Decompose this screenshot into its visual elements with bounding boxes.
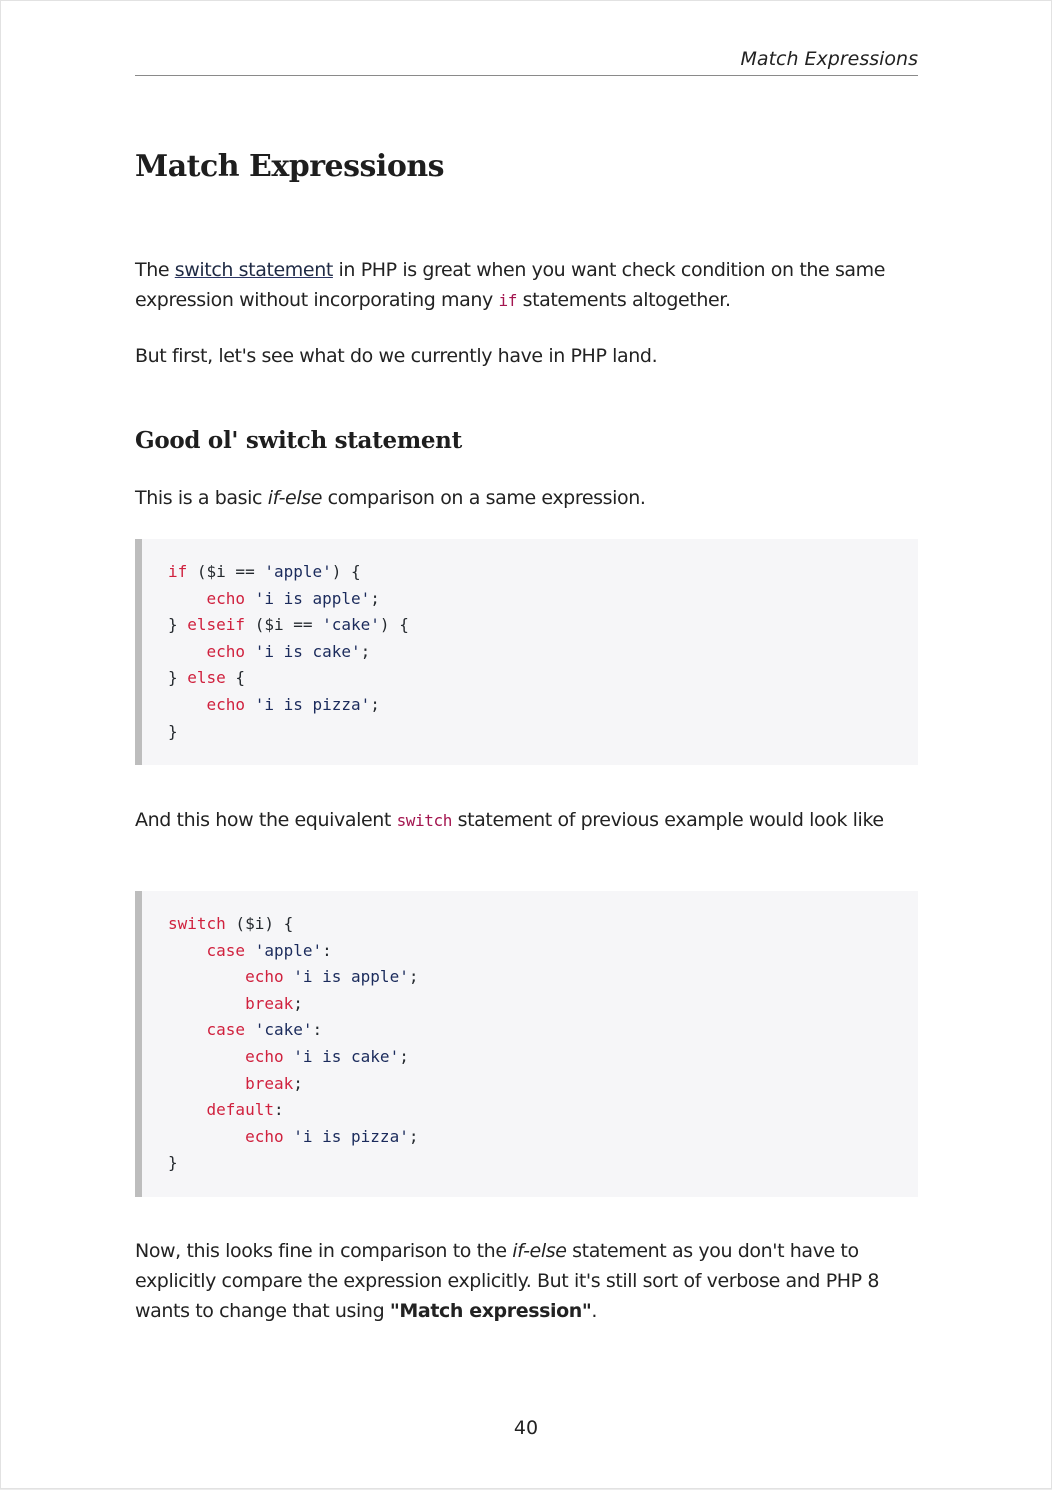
code-line: default: <box>206 1100 284 1120</box>
text: And this how the equivalent <box>135 809 397 831</box>
emphasis: if-else <box>512 1240 567 1262</box>
text: This is a basic <box>135 487 268 509</box>
text: Now, this looks fine in comparison to the <box>135 1240 513 1262</box>
section-heading: Good ol' switch statement <box>135 427 462 454</box>
code-line: echo 'i is pizza'; <box>245 1126 419 1146</box>
code-block-if-else <box>135 539 918 765</box>
code-line: break; <box>245 993 303 1013</box>
text: The <box>135 259 175 281</box>
code-line: } else { <box>168 668 246 688</box>
code-line: echo 'i is cake'; <box>245 1046 409 1066</box>
section-paragraph-1 <box>135 483 918 513</box>
text: . <box>591 1300 598 1322</box>
code-line: case 'apple': <box>206 940 332 960</box>
code-line: if ($i == 'apple') { <box>168 562 361 581</box>
code-line: } <box>168 1153 178 1173</box>
page-title: Match Expressions <box>135 149 445 184</box>
code-line: case 'cake': <box>206 1020 323 1040</box>
text: statement of previous example would look like <box>451 809 884 831</box>
emphasis: if-else <box>267 487 322 509</box>
inline-code-if: if <box>498 291 517 310</box>
section-paragraph-2 <box>135 805 918 836</box>
text: statement as you don't have to explicitly compare the expression explicitly. But it's still sort of verbose and PHP 8 wants to change that using <box>135 1240 880 1322</box>
code-line: } <box>168 721 178 741</box>
code-line: echo 'i is cake'; <box>206 641 371 661</box>
text: statements altogether. <box>516 289 731 311</box>
inline-code-switch: switch <box>396 811 452 830</box>
code-line: echo 'i is apple'; <box>245 967 419 987</box>
page-number: 40 <box>513 1417 539 1439</box>
strong-text: "Match expression" <box>389 1300 592 1322</box>
intro-paragraph <box>135 255 918 316</box>
intro-paragraph-2: But first, let's see what do we currently have in PHP land. <box>135 345 658 367</box>
code-line: echo 'i is apple'; <box>206 588 380 608</box>
text: comparison on a same expression. <box>321 487 646 509</box>
running-header: Match Expressions <box>135 47 918 76</box>
code-block-switch <box>135 891 918 1197</box>
code-line: } elseif ($i == 'cake') { <box>168 615 409 635</box>
section-paragraph-3 <box>135 1236 918 1326</box>
code-line: break; <box>245 1073 303 1093</box>
text: in PHP is great when you want check condition on the same expression without incorporating many <box>135 259 886 311</box>
code-line: echo 'i is pizza'; <box>206 694 380 714</box>
code-line: switch ($i) { <box>168 914 294 933</box>
switch-statement-link[interactable]: switch statement <box>174 259 333 281</box>
